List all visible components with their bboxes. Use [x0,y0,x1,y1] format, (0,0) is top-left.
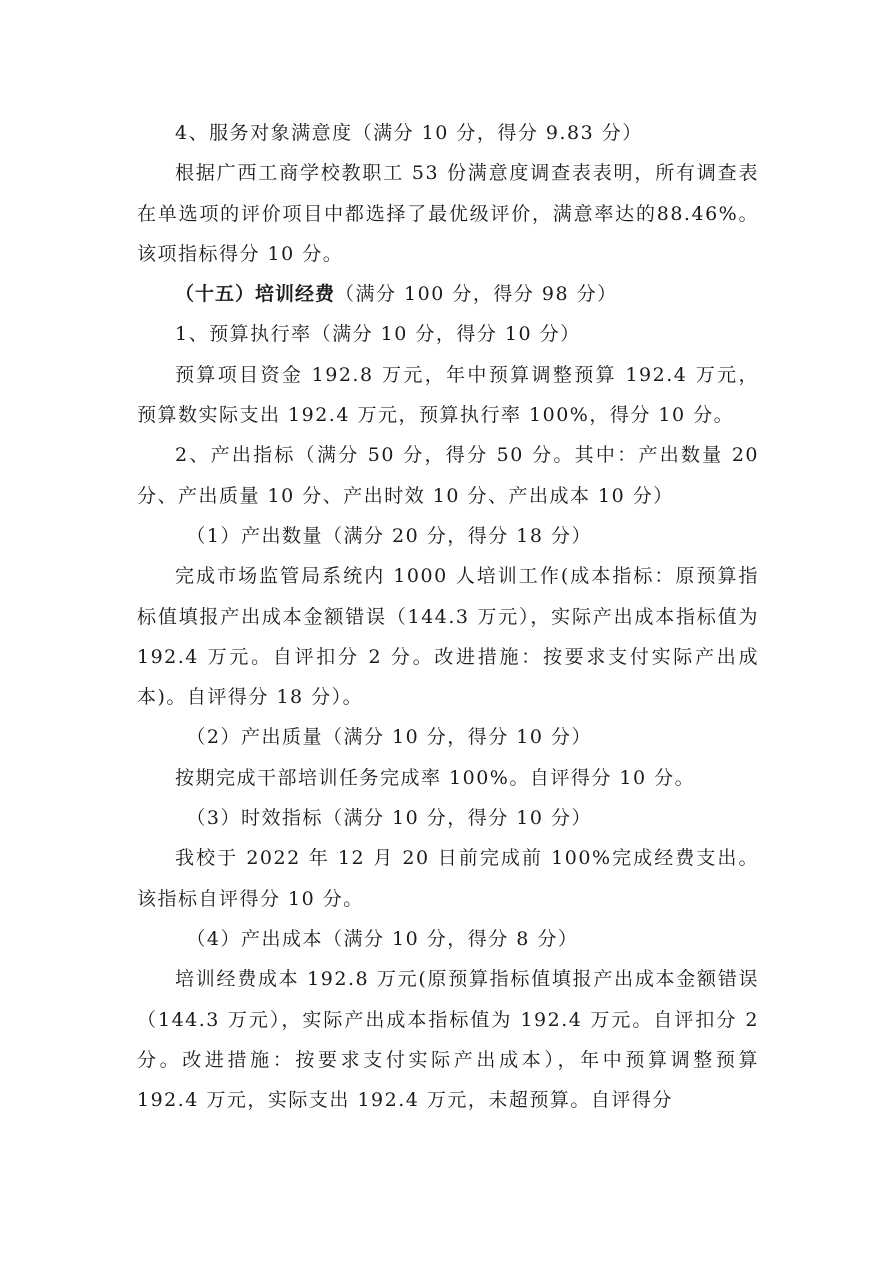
section-heading-bold: （十五）培训经费 [175,283,336,306]
paragraph-output-quality-body: 按期完成干部培训任务完成率 100%。自评得分 10 分。 [175,766,696,789]
section-heading-training-fund [137,274,759,314]
paragraph-satisfaction-heading: 4、服务对象满意度（满分 10 分，得分 9.83 分） [175,122,643,144]
paragraph-output-quantity-body: 完成市场监管局系统内 1000 人培训工作(成本指标：原预算指标值填报产出成本金额错误（144.3 万元），实际产出成本指标值为 192.4 万元。自评扣分 2 分。改进措施：按要求支付实际产出成本)。自评得分 18 分）。 [137,565,759,709]
paragraph-output-indicators: 2、产出指标（满分 50 分，得分 50 分。其中：产出数量 20 分、产出质量 10 分、产出时效 10 分、产出成本 10 分） [137,444,759,507]
paragraph-output-cost-body: 培训经费成本 192.8 万元(原预算指标值填报产出成本金额错误（144.3 万元），实际产出成本指标值为 192.4 万元。自评扣分 2 分。改进措施：按要求支付实际产出成本），年中预算调整预算 192.4 万元，实际支出 192.4 万元，未超预算。自评得分 [137,968,759,1112]
paragraph-output-quantity-heading: （1）产出数量（满分 20 分，得分 18 分） [186,524,592,547]
paragraph-satisfaction-body: 根据广西工商学校教职工 53 份满意度调查表表明，所有调查表在单选项的评价项目中都选择了最优级评价，满意率达的88.46%。该项指标得分 10 分。 [137,162,759,265]
document-body [137,113,759,1120]
paragraph-timeliness-body: 我校于 2022 年 12 月 20 日前完成前 100%完成经费支出。该指标自评得分 10 分。 [137,847,759,910]
paragraph-timeliness-heading: （3）时效指标（满分 10 分，得分 10 分） [186,807,592,830]
paragraph-output-quality-heading: （2）产出质量（满分 10 分，得分 10 分） [186,726,592,749]
section-heading-score: （满分 100 分，得分 98 分） [335,283,618,306]
paragraph-budget-rate-heading: 1、预算执行率（满分 10 分，得分 10 分） [175,323,581,346]
paragraph-budget-rate-body: 预算项目资金 192.8 万元，年中预算调整预算 192.4 万元，预算数实际支出 192.4 万元，预算执行率 100%，得分 10 分。 [137,363,759,427]
paragraph-output-cost-heading: （4）产出成本（满分 10 分，得分 8 分） [186,927,579,950]
